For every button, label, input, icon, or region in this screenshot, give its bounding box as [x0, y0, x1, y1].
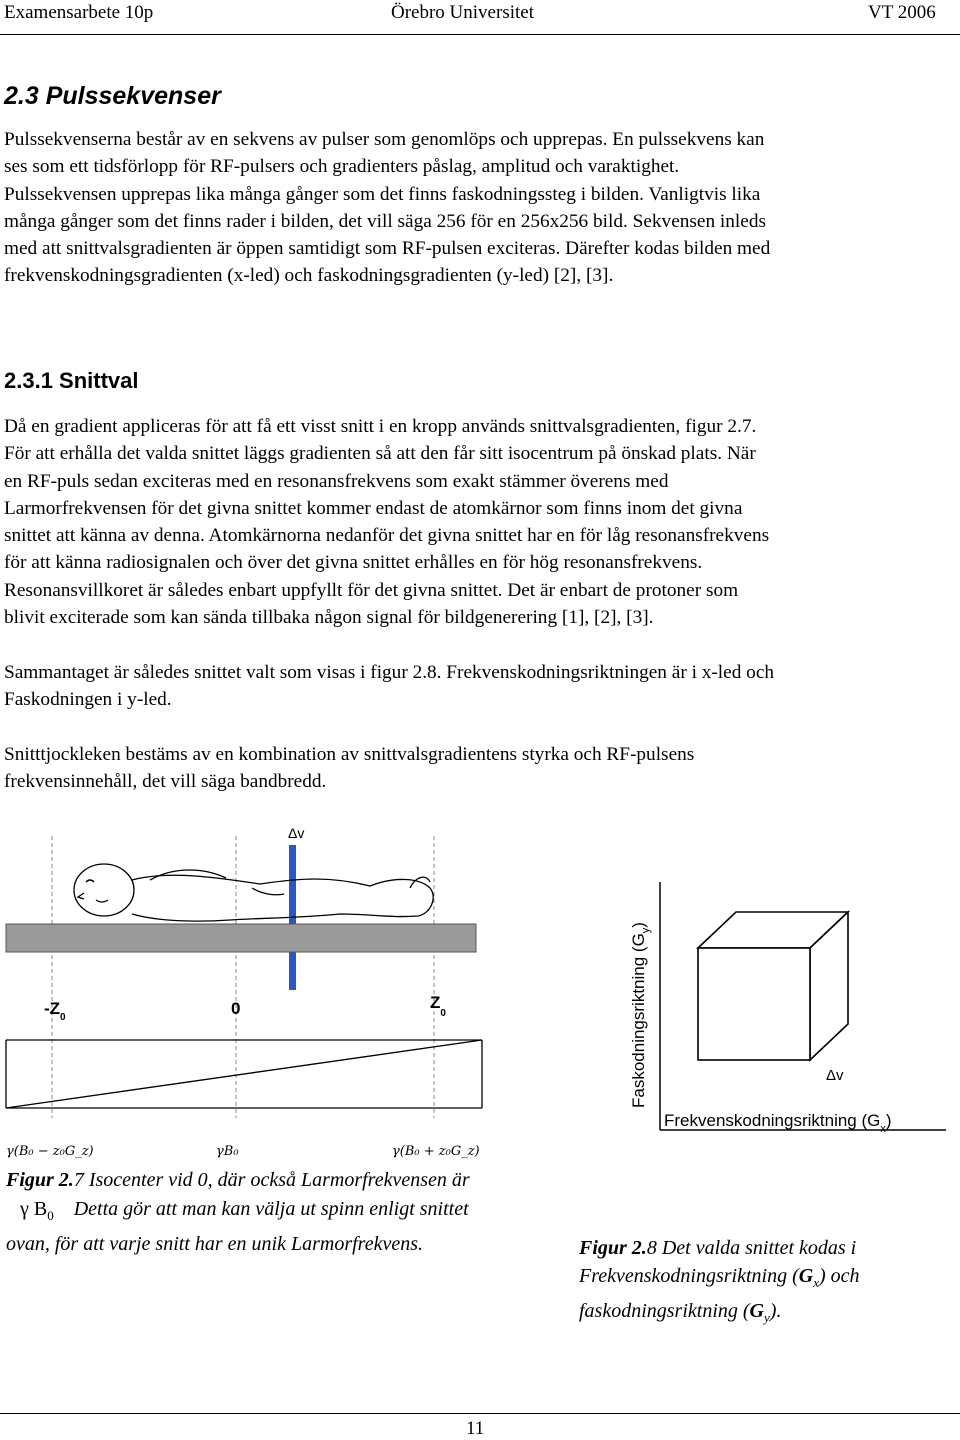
text-line: ses som ett tidsförlopp för RF-pulsers och gradienters påslag, amplitud och varaktighet. — [4, 156, 680, 178]
fig1-bed — [6, 924, 476, 952]
caption-line: ovan, för att varje snitt har en unik Larmorfrekvens. — [6, 1233, 423, 1255]
figure-2-7-caption — [6, 1166, 470, 1259]
text-line: med att snittvalsgradienten är öppen samtidigt som RF-pulsen exciteras. Därefter kodas bilden med — [4, 238, 771, 260]
footer-rule — [0, 1413, 960, 1414]
text-line: Resonansvillkoret är således enbart uppfyllt för det givna snittet. Det är enbart de protoner som — [4, 579, 739, 601]
fig1-freq-center: γB₀ — [216, 1144, 239, 1159]
fig2-y-axis-label: Faskodningsriktning $(G_y)$ — [629, 922, 652, 1108]
page-number: 11 — [466, 1418, 485, 1439]
text-line: Larmorfrekvensen för det givna snittet kommer endast de atomkärnor som finns inom det givna — [4, 497, 743, 519]
caption-line — [6, 1195, 470, 1230]
subsection-paragraph-2 — [4, 659, 960, 714]
caption-line: faskodningsriktning $(G_y)$. — [579, 1300, 782, 1325]
subsection-title: 2.3.1 Snittval — [4, 368, 139, 393]
text-line: För att erhålla det valda snittet läggs gradienten så att den får sitt isocentrum på önskad plats. När — [4, 443, 756, 465]
fig1-delta-label: Δv — [288, 825, 305, 841]
fig1-patient-drawing — [74, 864, 433, 921]
caption-line: Frekvenskodningsriktning $(G_x)$ och — [579, 1265, 860, 1290]
text-line: en RF-puls sedan exciteras med en resonansfrekvens som exakt stämmer överens med — [4, 470, 669, 492]
fig1-freq-left: γ(B₀ − z₀G_z) — [6, 1144, 94, 1159]
fig1-gradient-wedge — [6, 1040, 482, 1108]
header-center: Örebro Universitet — [391, 2, 534, 23]
text-line: Faskodningen i y-led. — [4, 689, 172, 711]
header-left: Examensarbete 10p — [4, 2, 154, 23]
subsection-paragraph-3 — [4, 741, 960, 796]
caption-label: Figur 2. — [6, 1169, 74, 1191]
section-title: 2.3 Pulssekvenser — [4, 82, 221, 110]
fig2-delta-label: Δv — [826, 1067, 844, 1084]
caption-text: Det valda snittet kodas i — [656, 1237, 857, 1259]
caption-line — [6, 1166, 470, 1195]
fig2-x-axis-label: Frekvenskodningsriktning $(G_x)$ — [664, 1111, 892, 1135]
figure-2-8-caption — [579, 1234, 860, 1332]
caption-number: 8 — [646, 1237, 657, 1259]
caption-label: Figur 2. — [579, 1237, 647, 1259]
header-rule — [0, 34, 960, 35]
caption-text: Detta gör att man kan välja ut spinn enligt snittet — [73, 1198, 469, 1220]
caption-line — [579, 1234, 860, 1262]
text-line: blivit exciterade som kan sända tillbaka någon signal för bildgenerering [1], [2], [3]. — [4, 607, 654, 629]
text-line: Då en gradient appliceras för att få ett visst snitt i en kropp används snittvalsgradienten, figur 2.7. — [4, 416, 757, 437]
fig2-slice-cube — [698, 912, 848, 1060]
text-line: frekvensinnehåll, det vill säga bandbredd. — [4, 771, 327, 793]
figure-2-7 — [0, 818, 510, 1168]
text-line: Pulssekvensen upprepas lika många gånger som det finns faskodningssteg i bilden. Vanligtvis lika — [4, 183, 761, 205]
section-paragraph — [4, 126, 960, 290]
fig1-freq-right: γ(B₀ + z₀G_z) — [392, 1144, 480, 1159]
text-line: Pulssekvenserna består av en sekvens av pulser som genomlöps och upprepas. En pulssekvens kan — [4, 129, 765, 150]
text-line: för att känna radiosignalen och över det givna snittet erhålles en för hög resonansfrekvens. — [4, 552, 703, 574]
subsection-paragraph-1 — [4, 413, 960, 631]
text-line: Snitttjockleken bestäms av en kombination av snittvalsgradientens styrka och RF-pulsens — [4, 744, 695, 765]
fig1-pos-z-label: $Z_0$ — [430, 993, 446, 1019]
caption-text: Isocenter vid 0, där också Larmorfrekvensen är — [83, 1169, 470, 1191]
text-line: Sammantaget är således snittet valt som visas i figur 2.8. Frekvenskodningsriktningen är i x-led och — [4, 662, 775, 683]
figure-2-8 — [600, 868, 960, 1148]
fig1-neg-z-label: $-Z_0$ — [44, 999, 66, 1023]
text-line: snittet att känna av denna. Atomkärnorna nedanför det givna snittet har en för låg resonansfrekvens — [4, 525, 770, 547]
fig1-zero-label: 0 — [231, 999, 241, 1018]
text-line: frekvenskodningsgradienten (x-led) och faskodningsgradienten (y-led) [2], [3]. — [4, 265, 614, 287]
caption-number: 7 — [73, 1169, 84, 1191]
header-right: VT 2006 — [868, 2, 936, 23]
text-line: många gånger som det finns rader i bilden, det vill säga 256 för en 256x256 bild. Sekvensen inleds — [4, 210, 766, 232]
gamma-b0-symbol: γ $B_0$ — [20, 1198, 54, 1223]
